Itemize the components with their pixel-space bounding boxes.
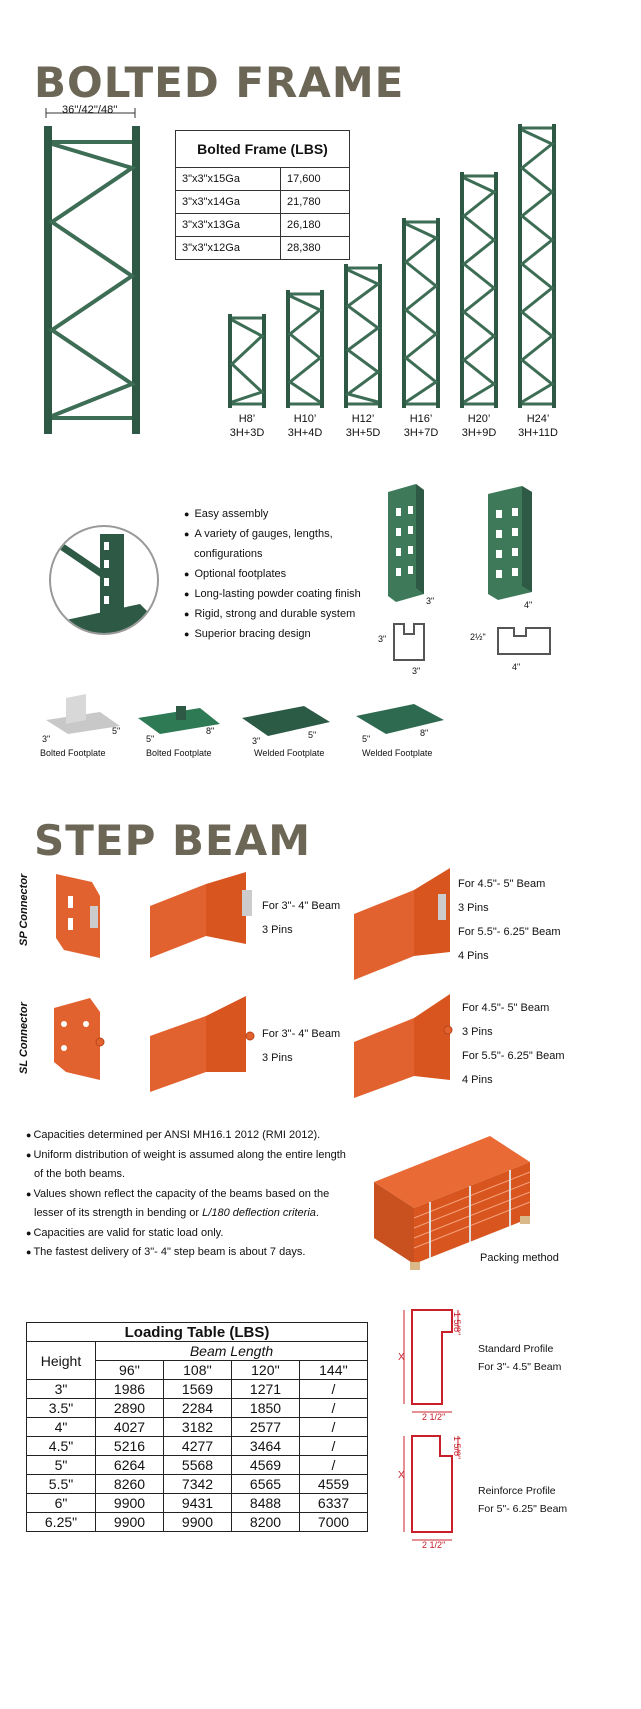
note-item-continuation: lesser of its strength in bending or L/180 deflection criteria. xyxy=(34,1207,319,1219)
section-a-height-label: 3" xyxy=(378,634,387,644)
table-row: 3.5" 2890 2284 1850 / xyxy=(27,1399,368,1418)
footplate-2-dim-2: 8" xyxy=(206,726,215,736)
sp-small-beam-info: For 3"- 4" Beam 3 Pins xyxy=(262,900,341,936)
bolted-frame-title: BOLTED FRAME xyxy=(34,58,405,107)
footplate-3-dim-1: 3" xyxy=(252,736,261,746)
footplate-1-dim-1: 3" xyxy=(42,734,51,744)
column-a-depth-label: 3" xyxy=(426,596,435,606)
frame-label-h16: H16’ 3H+7D xyxy=(403,413,439,439)
standard-profile-label: Standard Profile For 3"- 4.5" Beam xyxy=(478,1343,562,1373)
list-item-continuation: configurations xyxy=(194,548,263,560)
table-row: 3" 1986 1569 1271 / xyxy=(27,1380,368,1399)
upright-cross-section-diagrams xyxy=(388,620,588,670)
sl-connector-label: SL Connector xyxy=(18,1002,30,1074)
section-a-width-label: 3" xyxy=(412,666,421,676)
footplate-images xyxy=(30,690,450,744)
capacity-cell: 21,780 xyxy=(280,191,349,214)
section-b-height-label: 2½" xyxy=(470,632,486,642)
length-header-cell: 108'' xyxy=(164,1361,232,1380)
footplate-2-label: Bolted Footplate xyxy=(146,748,212,758)
frame-heights-illustration xyxy=(220,118,570,408)
table-row: 6" 9900 9431 8488 6337 xyxy=(27,1494,368,1513)
note-item: ● Capacities determined per ANSI MH16.1 2012 (RMI 2012). xyxy=(26,1126,346,1146)
step-beam-title: STEP BEAM xyxy=(34,816,311,865)
footplate-3-label: Welded Footplate xyxy=(254,748,325,758)
table-row: 6.25" 9900 9900 8200 7000 xyxy=(27,1513,368,1532)
length-header-cell: 96'' xyxy=(96,1361,164,1380)
large-frame-illustration xyxy=(38,104,148,436)
footplate-1-dim-2: 5" xyxy=(112,726,121,736)
capacity-cell: 26,180 xyxy=(280,214,349,237)
table-row: 5.5" 8260 7342 6565 4559 xyxy=(27,1475,368,1494)
footplate-4-dim-1: 5" xyxy=(362,734,371,744)
capacity-cell: 28,380 xyxy=(280,237,349,260)
gauge-cell: 3"x3"x14Ga xyxy=(176,191,281,214)
footplate-4-dim-2: 8" xyxy=(420,728,429,738)
capacity-notes xyxy=(26,1126,346,1263)
footplate-1-label: Bolted Footplate xyxy=(40,748,106,758)
table-row: 5" 6264 5568 4569 / xyxy=(27,1456,368,1475)
note-item: ● Capacities are valid for static load only. xyxy=(26,1224,346,1244)
note-item-continuation: of the both beams. xyxy=(34,1168,126,1180)
capacity-cell: 17,600 xyxy=(280,168,349,191)
footplate-3-dim-2: 5" xyxy=(308,730,317,740)
sp-sl-connector-images xyxy=(46,866,266,1106)
gauge-cell: 3"x3"x12Ga xyxy=(176,237,281,260)
gauge-cell: 3"x3"x13Ga xyxy=(176,214,281,237)
upright-base-closeup-image xyxy=(48,524,160,636)
reinforce-width-dim: 2 1/2'' xyxy=(422,1540,446,1550)
list-item: ● Superior bracing design xyxy=(184,624,361,644)
reinforce-profile-label: Reinforce Profile For 5"- 6.25" Beam xyxy=(478,1485,568,1515)
length-header-cell: 120'' xyxy=(232,1361,300,1380)
frame-label-h10: H10’ 3H+4D xyxy=(287,413,323,439)
sl-large-beam-info: For 4.5"- 5" Beam 3 Pins For 5.5"- 6.25" Beam 4 Pins xyxy=(462,1002,565,1086)
packing-method-label: Packing method xyxy=(480,1252,559,1264)
list-item: ● Rigid, strong and durable system xyxy=(184,604,361,624)
sp-connector-label: SP Connector xyxy=(18,873,30,946)
height-header: Height xyxy=(27,1342,96,1380)
reinforce-step-dim: 1 5/8'' xyxy=(452,1436,462,1460)
table-row: 4" 4027 3182 2577 / xyxy=(27,1418,368,1437)
note-item: ● The fastest delivery of 3"- 4" step beam is about 7 days. xyxy=(26,1243,346,1263)
reinforce-height-mark: X xyxy=(398,1470,405,1481)
column-b-width-label: 4" xyxy=(524,600,533,610)
frame-width-label: 36''/42''/48'' xyxy=(62,104,118,116)
list-item: ● Long-lasting powder coating finish xyxy=(184,584,361,604)
frame-label-h24: H24’ 3H+11D xyxy=(518,413,558,439)
section-b-width-label: 4" xyxy=(512,662,521,672)
beam-length-header: Beam Length xyxy=(96,1342,368,1361)
loading-table-title: Loading Table (LBS) xyxy=(27,1323,368,1342)
length-header-cell: 144'' xyxy=(300,1361,368,1380)
note-item: ● Uniform distribution of weight is assumed along the entire length xyxy=(26,1146,346,1166)
large-beam-connector-images xyxy=(350,860,460,1100)
gauge-cell: 3"x3"x15Ga xyxy=(176,168,281,191)
note-item: ● Values shown reflect the capacity of the beams based on the xyxy=(26,1185,346,1205)
standard-height-mark: X xyxy=(398,1352,405,1363)
upright-column-images xyxy=(372,484,572,614)
table-row: 4.5" 5216 4277 3464 / xyxy=(27,1437,368,1456)
frame-label-h20: H20’ 3H+9D xyxy=(461,413,497,439)
frame-label-h8: H8’ 3H+3D xyxy=(229,413,265,439)
sl-small-beam-info: For 3"- 4" Beam 3 Pins xyxy=(262,1028,341,1064)
footplate-2-dim-1: 5" xyxy=(146,734,155,744)
frame-label-h12: H12’ 3H+5D xyxy=(345,413,381,439)
list-item: ● Easy assembly xyxy=(184,504,361,524)
list-item: ● A variety of gauges, lengths, xyxy=(184,524,361,544)
list-item: ● Optional footplates xyxy=(184,564,361,584)
standard-width-dim: 2 1/2'' xyxy=(422,1412,446,1422)
standard-step-dim: 1 5/8'' xyxy=(452,1312,462,1336)
footplate-4-label: Welded Footplate xyxy=(362,748,433,758)
capacity-table-title: Bolted Frame (LBS) xyxy=(176,131,350,168)
packing-method-image xyxy=(370,1132,540,1272)
features-list xyxy=(184,504,361,644)
loading-table xyxy=(26,1322,368,1532)
beam-profile-diagrams xyxy=(392,1304,472,1554)
sp-large-beam-info: For 4.5"- 5" Beam 3 Pins For 5.5"- 6.25" Beam 4 Pins xyxy=(458,878,561,962)
